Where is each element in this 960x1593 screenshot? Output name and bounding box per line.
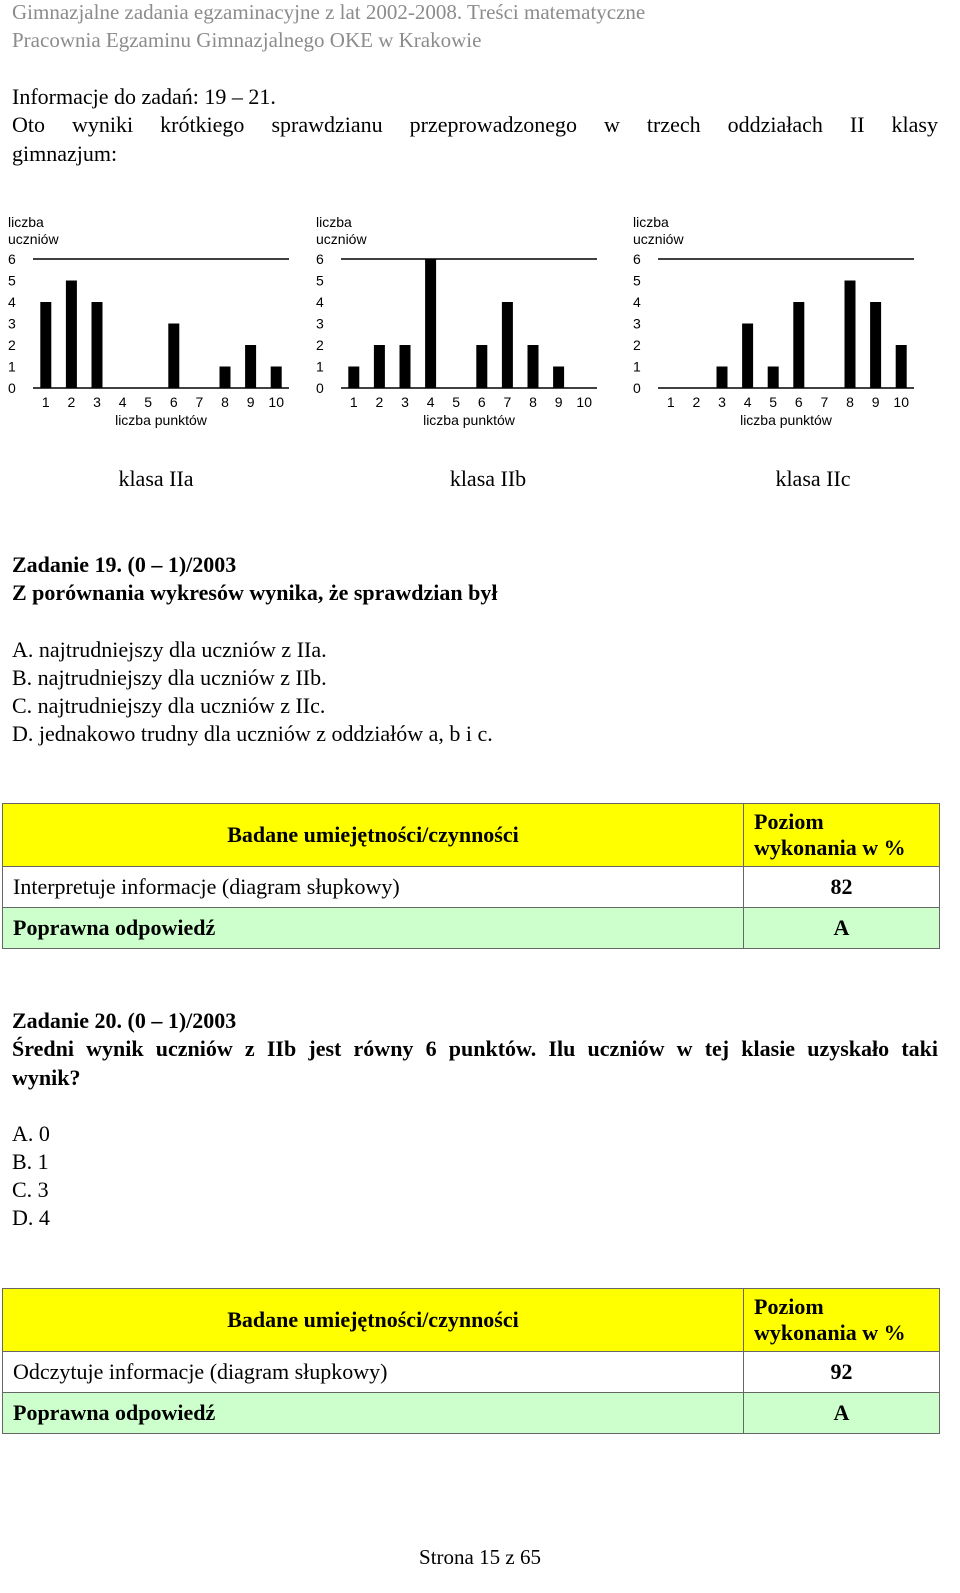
- task20-title: Zadanie 20. (0 – 1)/2003: [12, 1008, 237, 1033]
- answer-cell: A: [744, 1393, 940, 1434]
- answer-cell: A: [744, 908, 940, 949]
- x-tick-label: 2: [375, 394, 384, 410]
- x-tick-label: 1: [666, 394, 675, 410]
- x-tick-label: 1: [41, 394, 50, 410]
- level-header: [744, 1289, 940, 1352]
- y-axis-label: uczniów: [8, 231, 59, 247]
- info-heading: Informacje do zadań: 19 – 21.: [12, 84, 276, 109]
- task19-question: Z porównania wykresów wynika, że sprawdzian był: [12, 580, 498, 605]
- bar: [168, 324, 179, 389]
- x-tick-label: 4: [743, 394, 752, 410]
- level-cell: 92: [744, 1352, 940, 1393]
- x-tick-label: 5: [769, 394, 778, 410]
- x-tick-label: 8: [846, 394, 854, 410]
- y-tick-label: 4: [8, 294, 16, 310]
- bar: [845, 281, 856, 389]
- answer-row: [3, 908, 940, 949]
- x-tick-label: 2: [692, 394, 701, 410]
- option-a: A. najtrudniejszy dla uczniów z IIa.: [12, 637, 327, 662]
- x-tick-label: 6: [169, 394, 178, 410]
- x-tick-label: 2: [67, 394, 76, 410]
- intro-text-line1: Oto wyniki krótkiego sprawdzianu przeprowadzonego w trzech oddziałach II klasy: [12, 112, 938, 137]
- y-tick-label: 1: [8, 358, 16, 375]
- bar: [717, 367, 728, 389]
- bar-chart-svg: [630, 205, 920, 435]
- y-tick-label: 5: [633, 272, 641, 289]
- task20-question-line1: Średni wynik uczniów z IIb jest równy 6 punktów. Ilu uczniów w tej klasie uzyskało taki: [12, 1036, 938, 1061]
- x-tick-label: 3: [93, 394, 101, 410]
- y-tick-label: 3: [316, 315, 324, 332]
- x-tick-label: 4: [426, 394, 435, 410]
- document-header-title: Gimnazjalne zadania egzaminacyjne z lat 2002-2008. Treści matematyczne: [12, 0, 646, 24]
- y-tick-label: 6: [316, 251, 324, 267]
- option-d: D. jednakowo trudny dla uczniów z oddziałów a, b i c.: [12, 721, 493, 746]
- page-number: Strona 15 z 65: [419, 1545, 541, 1569]
- y-tick-label: 6: [8, 251, 16, 267]
- bar: [374, 345, 385, 388]
- table-header-row: [3, 804, 940, 867]
- option-d: D. 4: [12, 1205, 50, 1230]
- skill-cell: Odczytuje informacje (diagram słupkowy): [3, 1352, 744, 1393]
- y-tick-label: 4: [316, 294, 324, 310]
- level-header-line1: Poziom: [754, 809, 824, 834]
- x-tick-label: 9: [554, 394, 563, 410]
- level-cell: 82: [744, 867, 940, 908]
- y-tick-label: 3: [8, 315, 16, 332]
- level-header: [744, 804, 940, 867]
- x-tick-label: 4: [118, 394, 127, 410]
- x-tick-label: 9: [871, 394, 880, 410]
- bar: [870, 302, 881, 388]
- y-axis-label: uczniów: [633, 231, 684, 247]
- bar: [476, 345, 487, 388]
- y-tick-label: 0: [316, 380, 324, 396]
- bar: [768, 367, 779, 389]
- x-axis-label: liczba punktów: [115, 412, 207, 428]
- y-tick-label: 5: [316, 272, 324, 289]
- bar: [502, 302, 513, 388]
- x-tick-label: 5: [452, 394, 461, 410]
- x-tick-label: 8: [221, 394, 229, 410]
- y-tick-label: 1: [633, 358, 641, 375]
- x-axis-label: liczba punktów: [423, 412, 515, 428]
- answer-row: [3, 1393, 940, 1434]
- y-tick-label: 2: [8, 337, 16, 353]
- chart-klasa-iia: [5, 205, 295, 440]
- bar-chart-svg: [5, 205, 295, 435]
- bar: [271, 367, 282, 389]
- document-header-subtitle: Pracownia Egzaminu Gimnazjalnego OKE w Krakowie: [12, 28, 482, 52]
- x-tick-label: 10: [576, 394, 592, 410]
- bar: [40, 302, 51, 388]
- x-axis-label: liczba punktów: [740, 412, 832, 428]
- x-tick-label: 7: [503, 394, 512, 410]
- y-tick-label: 2: [633, 337, 641, 353]
- y-tick-label: 3: [633, 315, 641, 332]
- y-tick-label: 0: [8, 380, 16, 396]
- y-axis-label: liczba: [633, 214, 669, 230]
- x-tick-label: 7: [195, 394, 204, 410]
- skill-header: Badane umiejętności/czynności: [3, 804, 744, 867]
- level-header-line2: wykonania w %: [754, 835, 906, 860]
- bar: [425, 259, 436, 388]
- x-tick-label: 9: [246, 394, 255, 410]
- answer-label: Poprawna odpowiedź: [3, 908, 744, 949]
- bar: [400, 345, 411, 388]
- bar-chart-svg: [313, 205, 603, 435]
- y-tick-label: 4: [633, 294, 641, 310]
- bar: [528, 345, 539, 388]
- option-c: C. najtrudniejszy dla uczniów z IIc.: [12, 693, 326, 718]
- option-b: B. najtrudniejszy dla uczniów z IIb.: [12, 665, 327, 690]
- chart-klasa-iic: [630, 205, 920, 440]
- task19-title: Zadanie 19. (0 – 1)/2003: [12, 552, 237, 577]
- option-a: A. 0: [12, 1121, 50, 1146]
- bar: [793, 302, 804, 388]
- x-tick-label: 6: [794, 394, 803, 410]
- x-tick-label: 6: [477, 394, 486, 410]
- bar: [742, 324, 753, 389]
- intro-text-line2: gimnazjum:: [12, 141, 118, 166]
- x-tick-label: 10: [893, 394, 909, 410]
- task20-results-table: [2, 1288, 940, 1434]
- y-tick-label: 2: [316, 337, 324, 353]
- option-c: C. 3: [12, 1177, 49, 1202]
- table-header-row: [3, 1289, 940, 1352]
- y-axis-label: uczniów: [316, 231, 367, 247]
- x-tick-label: 8: [529, 394, 537, 410]
- x-tick-label: 5: [144, 394, 153, 410]
- x-tick-label: 1: [349, 394, 358, 410]
- x-tick-label: 3: [718, 394, 726, 410]
- bar: [66, 281, 77, 389]
- y-tick-label: 5: [8, 272, 16, 289]
- task19-results-table: [2, 803, 940, 949]
- task20-options: [12, 1121, 50, 1233]
- task20-question-line2: wynik?: [12, 1065, 81, 1090]
- chart-klasa-iib: [313, 205, 603, 440]
- table-row: [3, 867, 940, 908]
- y-axis-label: liczba: [8, 214, 44, 230]
- bar: [245, 345, 256, 388]
- x-tick-label: 7: [820, 394, 829, 410]
- level-header-line1: Poziom: [754, 1294, 824, 1319]
- bar: [553, 367, 564, 389]
- chart-caption-iib: klasa IIb: [449, 466, 527, 491]
- level-header-line2: wykonania w %: [754, 1320, 906, 1345]
- bar: [896, 345, 907, 388]
- chart-caption-iia: klasa IIa: [118, 466, 194, 491]
- task19-options: [12, 637, 493, 749]
- y-tick-label: 6: [633, 251, 641, 267]
- y-axis-label: liczba: [316, 214, 352, 230]
- option-b: B. 1: [12, 1149, 49, 1174]
- table-row: [3, 1352, 940, 1393]
- bar: [220, 367, 231, 389]
- answer-label: Poprawna odpowiedź: [3, 1393, 744, 1434]
- chart-caption-iic: klasa IIc: [775, 466, 851, 491]
- skill-cell: Interpretuje informacje (diagram słupkowy): [3, 867, 744, 908]
- x-tick-label: 10: [268, 394, 284, 410]
- x-tick-label: 3: [401, 394, 409, 410]
- y-tick-label: 1: [316, 358, 324, 375]
- y-tick-label: 0: [633, 380, 641, 396]
- skill-header: Badane umiejętności/czynności: [3, 1289, 744, 1352]
- bar: [348, 367, 359, 389]
- bar: [92, 302, 103, 388]
